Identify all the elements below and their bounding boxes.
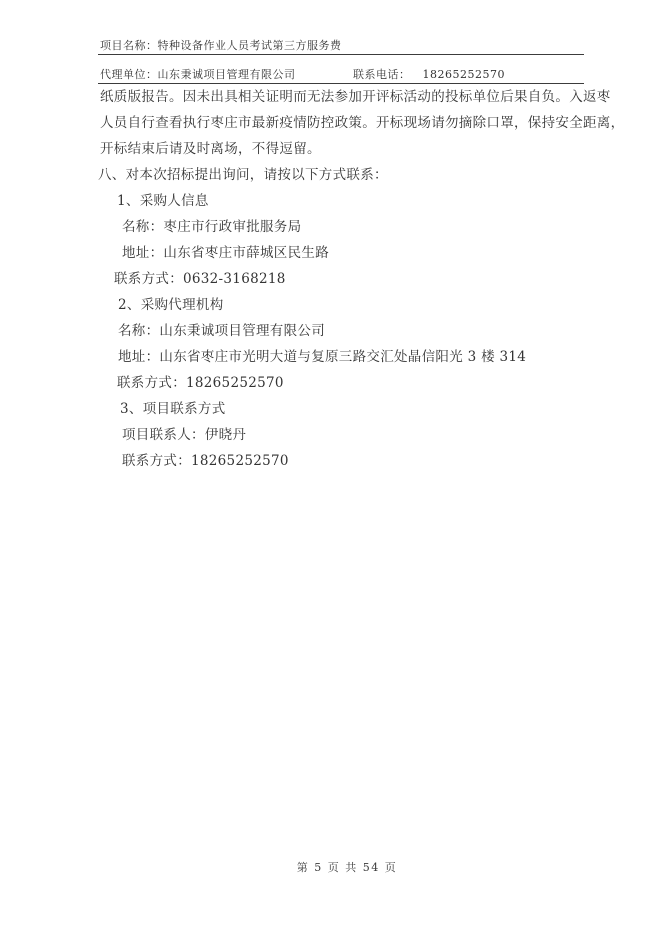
agency-address-line: 地址：山东省枣庄市光明大道与复原三路交汇处晶信阳光 3 楼 314 <box>118 349 527 365</box>
purchaser-contact-line: 联系方式：0632-3168218 <box>114 271 286 287</box>
project-name-label: 项目名称： <box>100 39 158 52</box>
phone-value: 18265252570 <box>422 68 505 81</box>
paragraph-line-1: 纸质版报告。因未出具相关证明而无法参加开评标活动的投标单位后果自负。入返枣 <box>100 89 611 105</box>
document-body <box>98 84 625 474</box>
section-title-project-contact: 3、项目联系方式 <box>120 401 226 417</box>
project-contact-person-line: 项目联系人：伊晓丹 <box>122 427 247 443</box>
header-project-row <box>98 40 584 55</box>
inquiry-heading: 八、对本次招标提出询问，请按以下方式联系： <box>98 167 388 183</box>
section-title-purchaser: 1、采购人信息 <box>117 193 209 209</box>
purchaser-address-line: 地址：山东省枣庄市薛城区民生路 <box>122 245 329 261</box>
project-name-value: 特种设备作业人员考试第三方服务费 <box>157 39 342 52</box>
purchaser-name-line: 名称：枣庄市行政审批服务局 <box>122 219 302 235</box>
phone-group <box>353 69 505 81</box>
project-contact-phone-line: 联系方式：18265252570 <box>122 453 289 469</box>
agency-contact-line: 联系方式：18265252570 <box>117 375 284 391</box>
agency-group <box>100 68 296 81</box>
section-title-agency: 2、采购代理机构 <box>118 297 224 313</box>
page-number: 第 5 页 共 54 页 <box>296 861 398 874</box>
page-header <box>98 40 584 84</box>
phone-label: 联系电话： <box>353 68 411 81</box>
header-agency-row <box>98 69 584 84</box>
paragraph-line-2: 人员自行查看执行枣庄市最新疫情防控政策。开标现场请勿摘除口罩，保持安全距离， <box>100 115 625 131</box>
agency-value: 山东秉诚项目管理有限公司 <box>157 68 296 81</box>
paragraph-line-3: 开标结束后请及时离场，不得逗留。 <box>100 141 321 157</box>
page-footer <box>0 861 662 875</box>
agency-name-line: 名称：山东秉诚项目管理有限公司 <box>118 323 325 339</box>
agency-label: 代理单位： <box>100 68 158 81</box>
